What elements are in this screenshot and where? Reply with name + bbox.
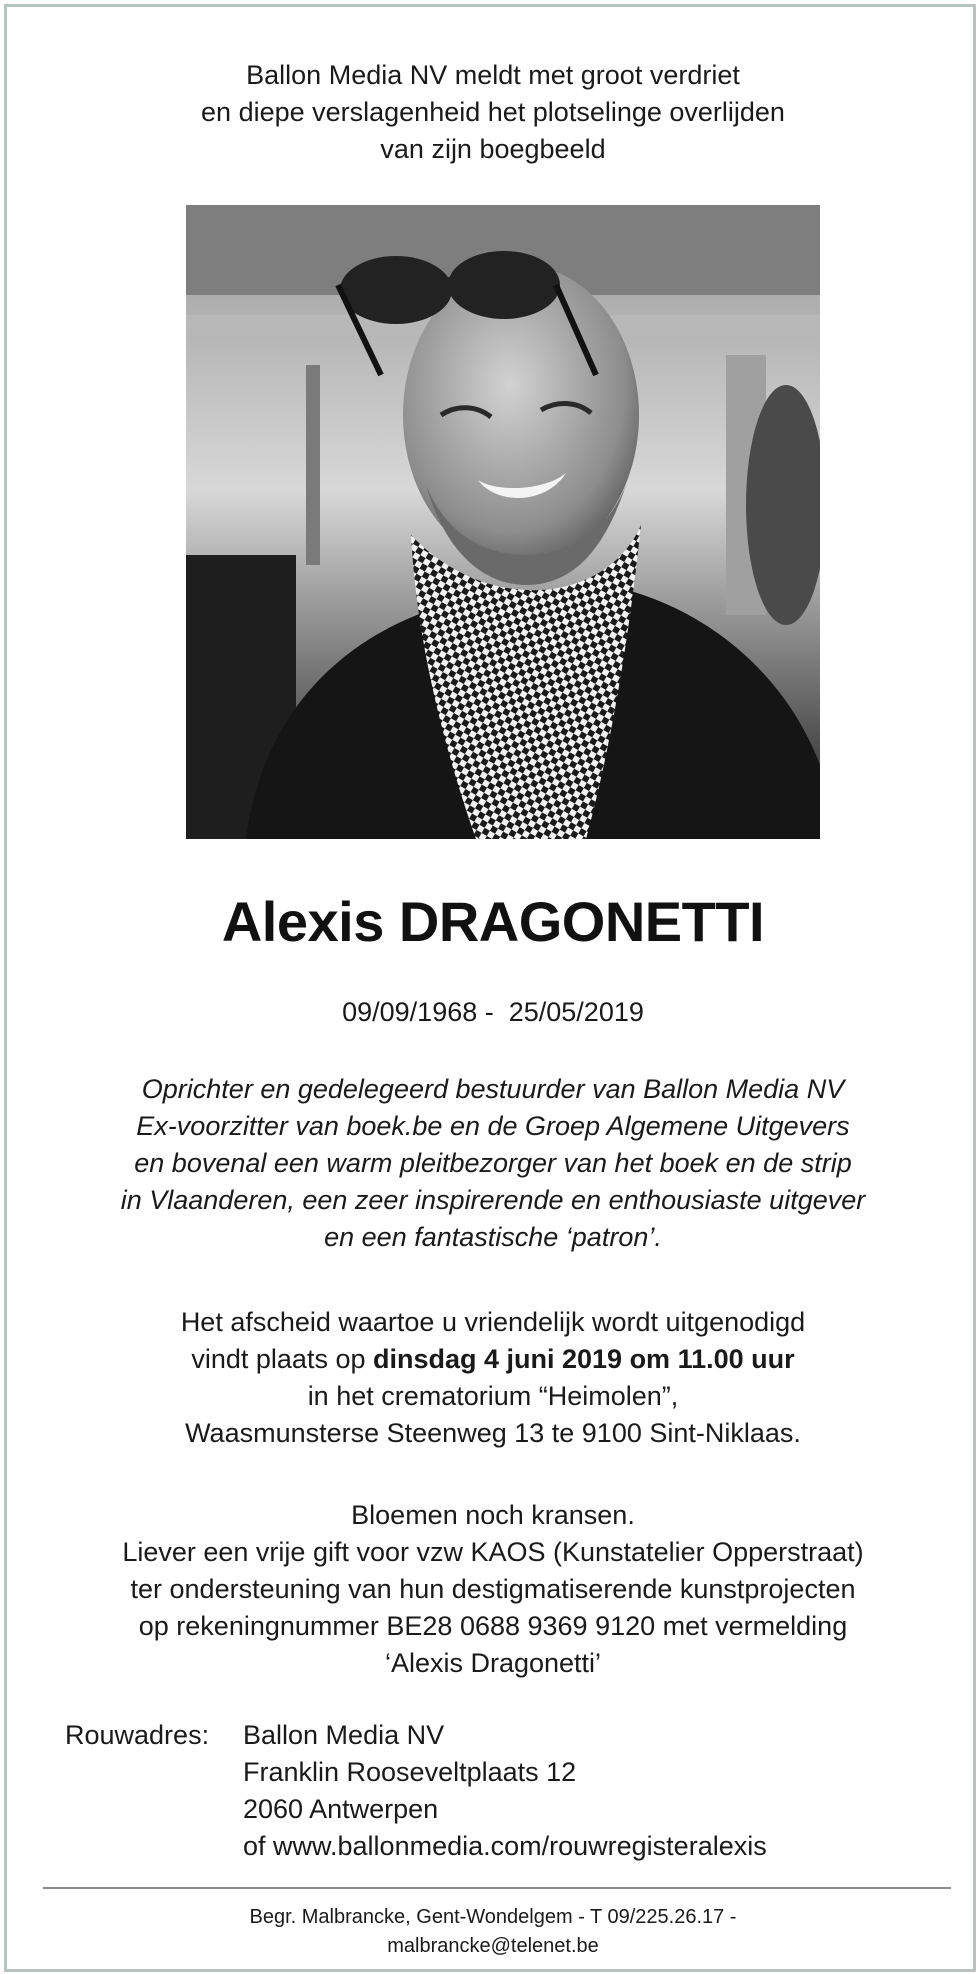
portrait-photo [186, 205, 820, 839]
address-line: 2060 Antwerpen [243, 1794, 439, 1824]
funeral-details [7, 1304, 979, 1452]
funeral-date-line [7, 1341, 979, 1378]
donation-line: op rekeningnummer BE28 0688 9369 9120 met vermelding [138, 1611, 848, 1641]
donation-line: Bloemen noch kransen. [351, 1500, 635, 1530]
tribute-line: en bovenal een warm pleitbezorger van het boek en de strip [134, 1148, 852, 1178]
funeral-line: in het crematorium “Heimolen”, [307, 1381, 679, 1411]
donation-request [7, 1497, 979, 1682]
funeral-date-time: dinsdag 4 juni 2019 om 11.00 uur [372, 1344, 795, 1374]
portrait-photo-icon [186, 205, 820, 839]
tribute-text [7, 1071, 979, 1256]
tribute-line: Ex-voorzitter van boek.be en de Groep Algemene Uitgevers [136, 1111, 850, 1141]
footer-line: Begr. Malbrancke, Gent-Wondelgem - T 09/225.26.17 - [249, 1906, 737, 1928]
deceased-name: Alexis DRAGONETTI [221, 890, 765, 953]
address-line: Franklin Rooseveltplaats 12 [243, 1757, 577, 1787]
funeral-line: Waasmunsterse Steenweg 13 te 9100 Sint-Niklaas. [185, 1418, 801, 1448]
intro-line: en diepe verslagenheid het plotselinge overlijden [201, 97, 785, 127]
mourning-address-lines [243, 1717, 767, 1865]
tribute-line: Oprichter en gedelegeerd bestuurder van Ballon Media NV [141, 1074, 845, 1104]
funeral-date-prefix: vindt plaats op [191, 1344, 373, 1374]
intro-line: van zijn boegbeeld [380, 134, 606, 164]
funeral-line: Het afscheid waartoe u vriendelijk wordt uitgenodigd [180, 1307, 806, 1337]
address-line: Ballon Media NV [243, 1720, 445, 1750]
address-web-link[interactable]: of www.ballonmedia.com/rouwregisteralexis [243, 1831, 767, 1861]
tribute-line: in Vlaanderen, een zeer inspirerende en enthousiaste uitgever [120, 1185, 866, 1215]
footer-divider [43, 1887, 951, 1889]
obituary-card [4, 4, 976, 1972]
intro-line: Ballon Media NV meldt met groot verdriet [246, 60, 740, 90]
donation-line: Liever een vrije gift voor vzw KAOS (Kunstatelier Opperstraat) [122, 1537, 864, 1567]
life-dates: 09/09/1968 - 25/05/2019 [342, 997, 644, 1027]
footer-email-link[interactable]: malbrancke@telenet.be [387, 1935, 599, 1957]
donation-line: ter ondersteuning van hun destigmatiserende kunstprojecten [130, 1574, 856, 1604]
mourning-address-label: Rouwadres: [65, 1720, 210, 1750]
funeral-home-footer [7, 1903, 979, 1961]
donation-line: ‘Alexis Dragonetti’ [384, 1648, 602, 1678]
tribute-line: en een fantastische ‘patron’. [324, 1222, 662, 1252]
announcement-intro [7, 57, 979, 168]
